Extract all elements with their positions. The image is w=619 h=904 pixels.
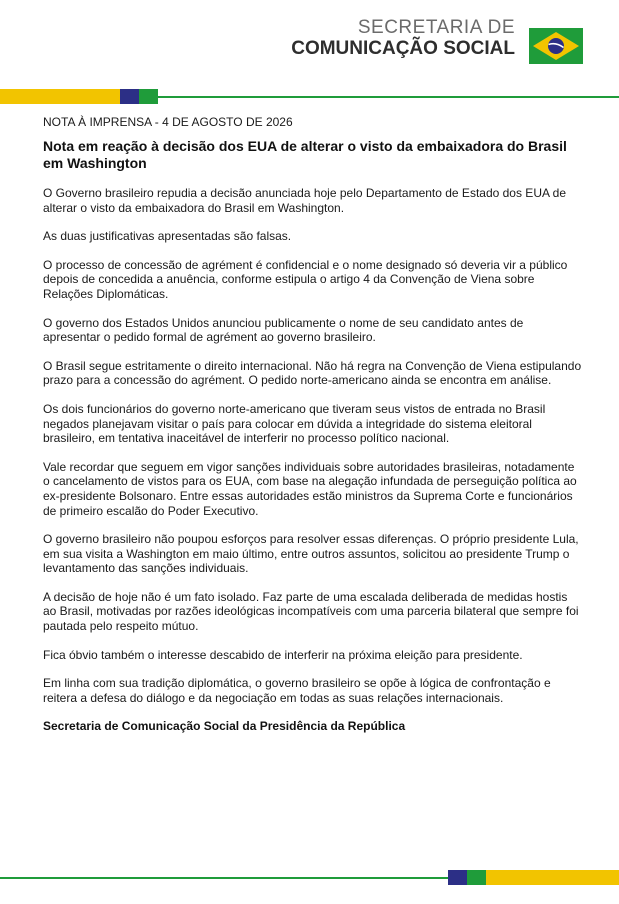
logo-line1: SECRETARIA DE — [357, 17, 515, 38]
paragraph-5: O Brasil segue estritamente o direito internacional. Não há regra na Convenção de Viena estipulando prazo para a concessão do agrément. O pedido norte-americano ainda se encontra em análise. — [43, 358, 582, 388]
paragraph-3: O processo de concessão de agrément é confidencial e o nome designado só deveria vir a público depois de concedida a anuência, conforme estipula o artigo 4 da Convenção de Viena sobre Relações Diplomáticas. — [43, 257, 568, 301]
paragraph-1: O Governo brasileiro repudia a decisão anunciada hoje pelo Departamento de Estado dos EUA de alterar o visto da embaixadora do Brasil em Washington. — [43, 186, 567, 215]
bottom-color-band — [0, 870, 619, 885]
top-color-band — [0, 89, 619, 104]
band-green — [467, 870, 486, 885]
band-blue — [448, 870, 467, 885]
paragraph-4: O governo dos Estados Unidos anunciou publicamente o nome de seu candidato antes de apresentar o pedido formal de agrément ao governo brasileiro. — [43, 315, 524, 345]
logo-line2: COMUNICAÇÃO SOCIAL — [291, 38, 515, 59]
paragraph-7: Vale recordar que seguem em vigor sanções individuais sobre autoridades brasileiras, notadamente o cancelamento de vistos para os EUA, com base na alegação infundada de perseguição política ao ex-presidente Bolsonaro. Entre essas autoridades estão ministros da Suprema Corte e funcionários de primeiro escalão do Poder Executivo. — [43, 459, 577, 518]
logo-text — [291, 18, 515, 60]
brazil-flag-icon — [529, 28, 583, 64]
band-line — [158, 96, 619, 98]
paragraph-11: Em linha com sua tradição diplomática, o governo brasileiro se opõe à lógica de confrontação e reitera a defesa do diálogo e da negociação em todas as suas relações internacionais. — [43, 676, 551, 705]
band-yellow — [486, 870, 619, 885]
header — [223, 10, 583, 70]
paragraph-2: As duas justificativas apresentadas são falsas. — [43, 229, 292, 244]
band-blue — [120, 89, 139, 104]
paragraph-9: A decisão de hoje não é um fato isolado. Faz parte de uma escalada deliberada de medidas hostis ao Brasil, motivadas por razões ideológicas incompatíveis com uma parceria bilateral que sempre foi pautada pelo respeito mútuo. — [43, 589, 579, 634]
paragraph-6: Os dois funcionários do governo norte-americano que tiveram seus vistos de entrada no Brasil negados planejavam visitar o país para colocar em dúvida a integridade do sistema eleitoral brasileiro, em tentativa inaceitável de interferir no processo político nacional. — [43, 401, 546, 446]
note-title: Nota em reação à decisão dos EUA de alterar o visto da embaixadora do Brasil em Washington — [43, 138, 567, 171]
band-yellow — [0, 89, 120, 104]
paragraph-10: Fica óbvio também o interesse descabido de interferir na próxima eleição para presidente. — [43, 647, 523, 662]
paragraph-8: O governo brasileiro não poupou esforços para resolver essas diferenças. O próprio presidente Lula, em sua visita a Washington em maio último, entre outros assuntos, solicitou ao presidente Trump o levantamento das sanções individuais. — [43, 532, 579, 576]
band-green — [139, 89, 158, 104]
band-line — [0, 877, 448, 879]
note-body — [43, 186, 583, 705]
dateline: NOTA À IMPRENSA - 4 DE AGOSTO DE 2026 — [43, 115, 293, 129]
signature: Secretaria de Comunicação Social da Presidência da República — [43, 719, 406, 734]
press-note — [43, 114, 583, 734]
